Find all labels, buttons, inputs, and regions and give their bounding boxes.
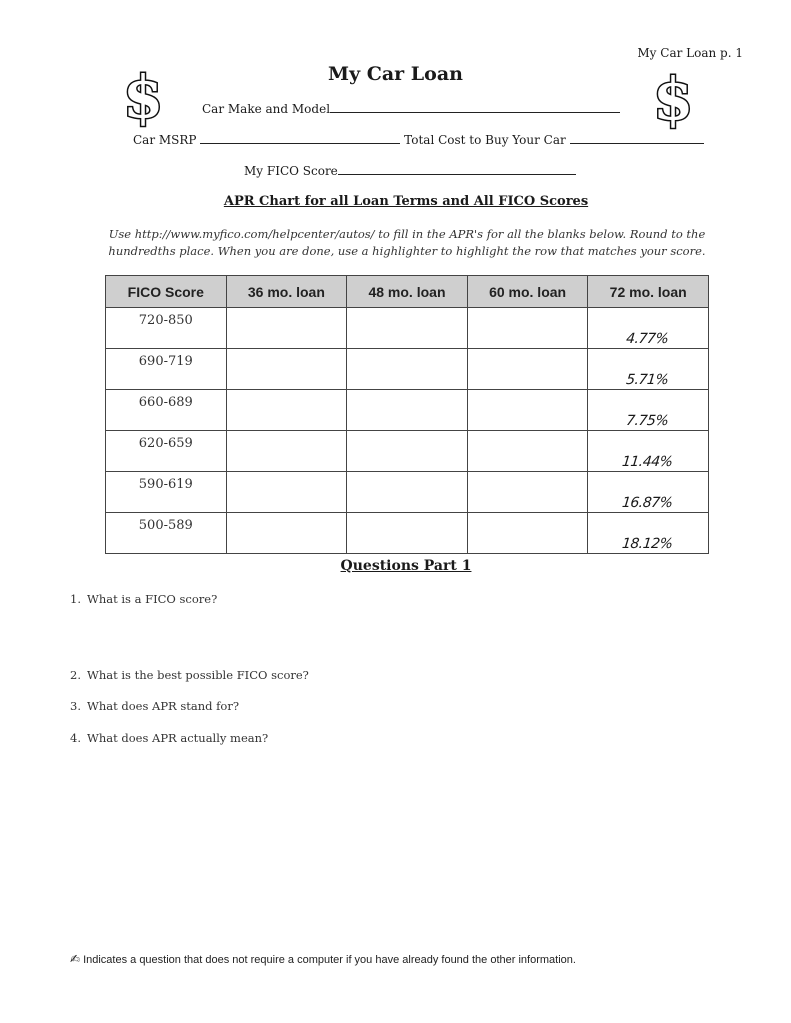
msrp-row [133, 132, 704, 147]
apr-60-cell[interactable] [467, 513, 588, 554]
make-model-row [202, 101, 620, 116]
question-text: What does APR actually mean? [87, 731, 269, 745]
question-item [70, 668, 309, 682]
question-item [70, 731, 268, 745]
apr-72-cell[interactable]: 18.12% [586, 513, 711, 554]
footer-note [70, 952, 576, 966]
apr-48-cell[interactable] [347, 390, 468, 431]
question-number: 3. [70, 699, 81, 713]
dollar-sign-icon: $ [123, 63, 164, 131]
questions-title: Questions Part 1 [340, 558, 472, 574]
apr-48-cell[interactable] [347, 308, 468, 349]
apr-36-cell[interactable] [226, 390, 347, 431]
apr-36-cell[interactable] [226, 472, 347, 513]
fico-label: My FICO Score [244, 164, 338, 178]
question-number: 2. [70, 668, 81, 682]
table-row [106, 472, 709, 513]
apr-60-cell[interactable] [467, 390, 588, 431]
table-row [106, 513, 709, 554]
fico-range-cell: 720-850 [106, 308, 227, 349]
fico-range-cell: 660-689 [106, 390, 227, 431]
table-row [106, 431, 709, 472]
question-text: What is the best possible FICO score? [87, 668, 309, 682]
column-header: FICO Score [106, 276, 227, 308]
apr-60-cell[interactable] [467, 431, 588, 472]
apr-48-cell[interactable] [347, 472, 468, 513]
question-text: What does APR stand for? [87, 699, 240, 713]
apr-48-cell[interactable] [347, 513, 468, 554]
column-header: 60 mo. loan [467, 276, 588, 308]
apr-60-cell[interactable] [467, 349, 588, 390]
fico-range-cell: 620-659 [106, 431, 227, 472]
apr-36-cell[interactable] [226, 308, 347, 349]
pencil-icon: ✍ [70, 952, 81, 966]
apr-72-cell[interactable]: 16.87% [586, 472, 711, 513]
table-row [106, 308, 709, 349]
apr-table [105, 275, 709, 554]
column-header: 36 mo. loan [226, 276, 347, 308]
apr-36-cell[interactable] [226, 513, 347, 554]
apr-60-cell[interactable] [467, 308, 588, 349]
chart-instructions: Use http://www.myfico.com/helpcenter/autos/ to fill in the APR's for all the blanks below. Round to the hundredths place. When you are done, use a highlighter to highlight the row that matches your score. [108, 227, 706, 258]
apr-48-cell[interactable] [347, 349, 468, 390]
total-cost-label: Total Cost to Buy Your Car [404, 133, 566, 147]
msrp-label: Car MSRP [133, 133, 197, 147]
apr-72-cell[interactable]: 7.75% [586, 390, 711, 431]
page-title: My Car Loan [328, 63, 463, 85]
column-header: 72 mo. loan [588, 276, 709, 308]
fico-range-cell: 590-619 [106, 472, 227, 513]
make-model-blank[interactable] [330, 101, 620, 113]
footer-text: Indicates a question that does not require a computer if you have already found the other information. [83, 954, 576, 966]
apr-chart-title: APR Chart for all Loan Terms and All FICO Scores [223, 194, 589, 209]
total-cost-blank[interactable] [570, 132, 704, 144]
fico-blank[interactable] [338, 163, 576, 175]
table-row [106, 349, 709, 390]
fico-row [244, 163, 576, 178]
apr-36-cell[interactable] [226, 349, 347, 390]
question-number: 1. [70, 592, 81, 606]
dollar-sign-icon: $ [653, 65, 694, 133]
msrp-blank[interactable] [200, 132, 400, 144]
question-item [70, 592, 217, 606]
apr-72-cell[interactable]: 11.44% [586, 431, 711, 472]
table-header-row [106, 276, 709, 308]
apr-48-cell[interactable] [347, 431, 468, 472]
question-item [70, 699, 239, 713]
apr-60-cell[interactable] [467, 472, 588, 513]
fico-range-cell: 690-719 [106, 349, 227, 390]
page-number: My Car Loan p. 1 [637, 46, 743, 60]
fico-range-cell: 500-589 [106, 513, 227, 554]
table-row [106, 390, 709, 431]
apr-36-cell[interactable] [226, 431, 347, 472]
question-number: 4. [70, 731, 81, 745]
apr-72-cell[interactable]: 4.77% [586, 308, 711, 349]
question-text: What is a FICO score? [87, 592, 218, 606]
column-header: 48 mo. loan [347, 276, 468, 308]
make-model-label: Car Make and Model [202, 102, 331, 116]
apr-72-cell[interactable]: 5.71% [586, 349, 711, 390]
